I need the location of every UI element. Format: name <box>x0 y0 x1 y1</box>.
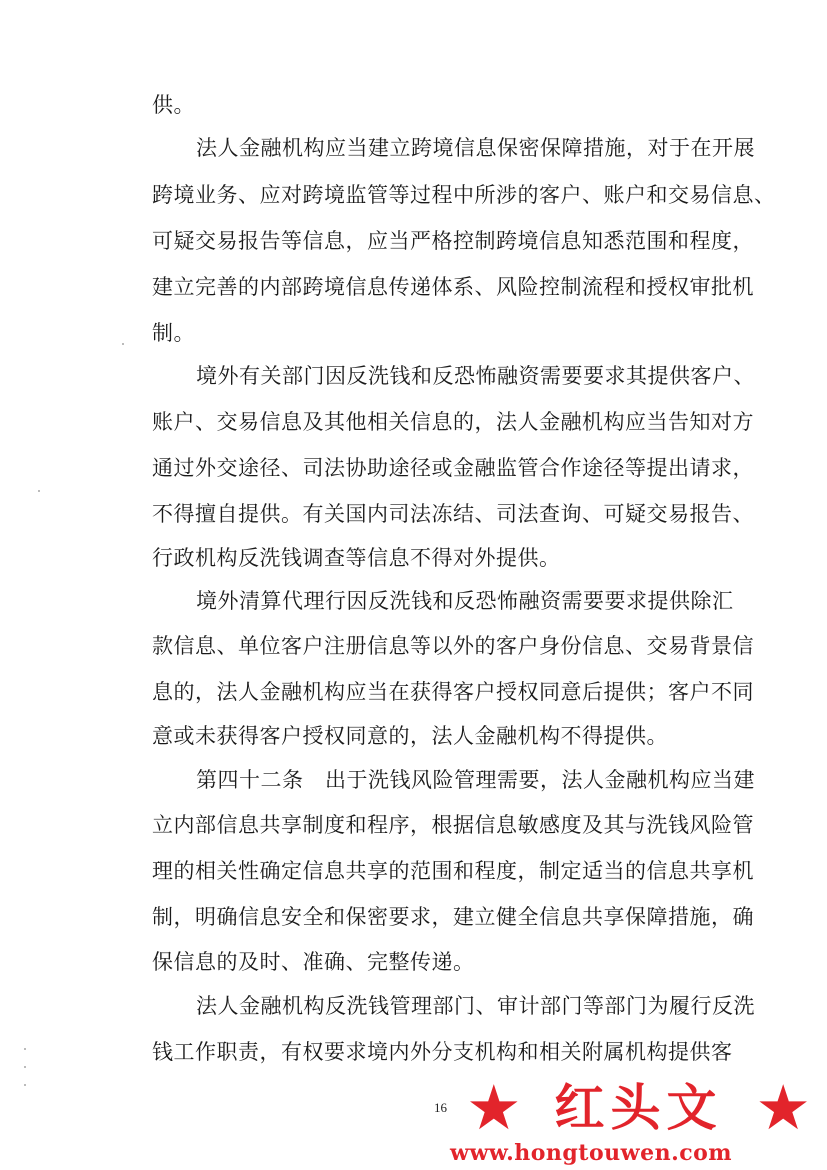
scan-speck <box>24 1048 26 1050</box>
text-line: 理的相关性确定信息共享的范围和程度，制定适当的信息共享机 <box>152 859 754 883</box>
text-line: 意或未获得客户授权同意的，法人金融机构不得提供。 <box>152 724 668 748</box>
text-line: 行政机构反洗钱调查等信息不得对外提供。 <box>152 546 561 570</box>
text-line: 可疑交易报告等信息，应当严格控制跨境信息知悉范围和程度， <box>152 229 754 253</box>
scan-speck <box>24 1066 26 1068</box>
watermark-url: www.hongtouwen.com <box>450 1140 733 1166</box>
watermark-title: 红头文 <box>554 1079 723 1137</box>
scan-speck <box>24 1084 26 1086</box>
text-line: 制，明确信息安全和保密要求，建立健全信息共享保障措施，确 <box>152 905 754 929</box>
text-line: 法人金融机构反洗钱管理部门、审计部门等部门为履行反洗 <box>196 994 755 1018</box>
text-line: 立内部信息共享制度和程序，根据信息敏感度及其与洗钱风险管 <box>152 813 754 837</box>
text-line: 供。 <box>152 93 195 117</box>
text-line: 息的，法人金融机构应当在获得客户授权同意后提供；客户不同 <box>152 680 754 704</box>
page-number: 16 <box>434 1100 447 1115</box>
scan-speck <box>38 490 40 492</box>
text-line: 账户、交易信息及其他相关信息的，法人金融机构应当告知对方 <box>152 410 754 434</box>
text-line: 境外清算代理行因反洗钱和反恐怖融资需要要求提供除汇 <box>196 589 734 613</box>
text-line: 法人金融机构应当建立跨境信息保密保障措施，对于在开展 <box>196 136 755 160</box>
text-line: 建立完善的内部跨境信息传递体系、风险控制流程和授权审批机 <box>152 275 754 299</box>
text-line: 制。 <box>152 321 195 345</box>
text-line: 钱工作职责，有权要求境内外分支机构和相关附属机构提供客 <box>152 1040 733 1064</box>
star-icon: ★ <box>466 1071 522 1144</box>
text-line: 境外有关部门因反洗钱和反恐怖融资需要要求其提供客户、 <box>196 364 755 388</box>
star-icon: ★ <box>755 1071 811 1144</box>
text-line: 跨境业务、应对跨境监管等过程中所涉的客户、账户和交易信息、 <box>152 183 776 207</box>
text-line: 保信息的及时、准确、完整传递。 <box>152 950 475 974</box>
scan-speck <box>122 343 124 345</box>
watermark-banner <box>466 1071 811 1144</box>
text-line: 不得擅自提供。有关国内司法冻结、司法查询、可疑交易报告、 <box>152 502 754 526</box>
text-line: 通过外交途径、司法协助途径或金融监管合作途径等提出请求， <box>152 456 754 480</box>
text-line: 款信息、单位客户注册信息等以外的客户身份信息、交易背景信 <box>152 634 754 658</box>
article-heading-line: 第四十二条 出于洗钱风险管理需要，法人金融机构应当建 <box>196 768 755 792</box>
